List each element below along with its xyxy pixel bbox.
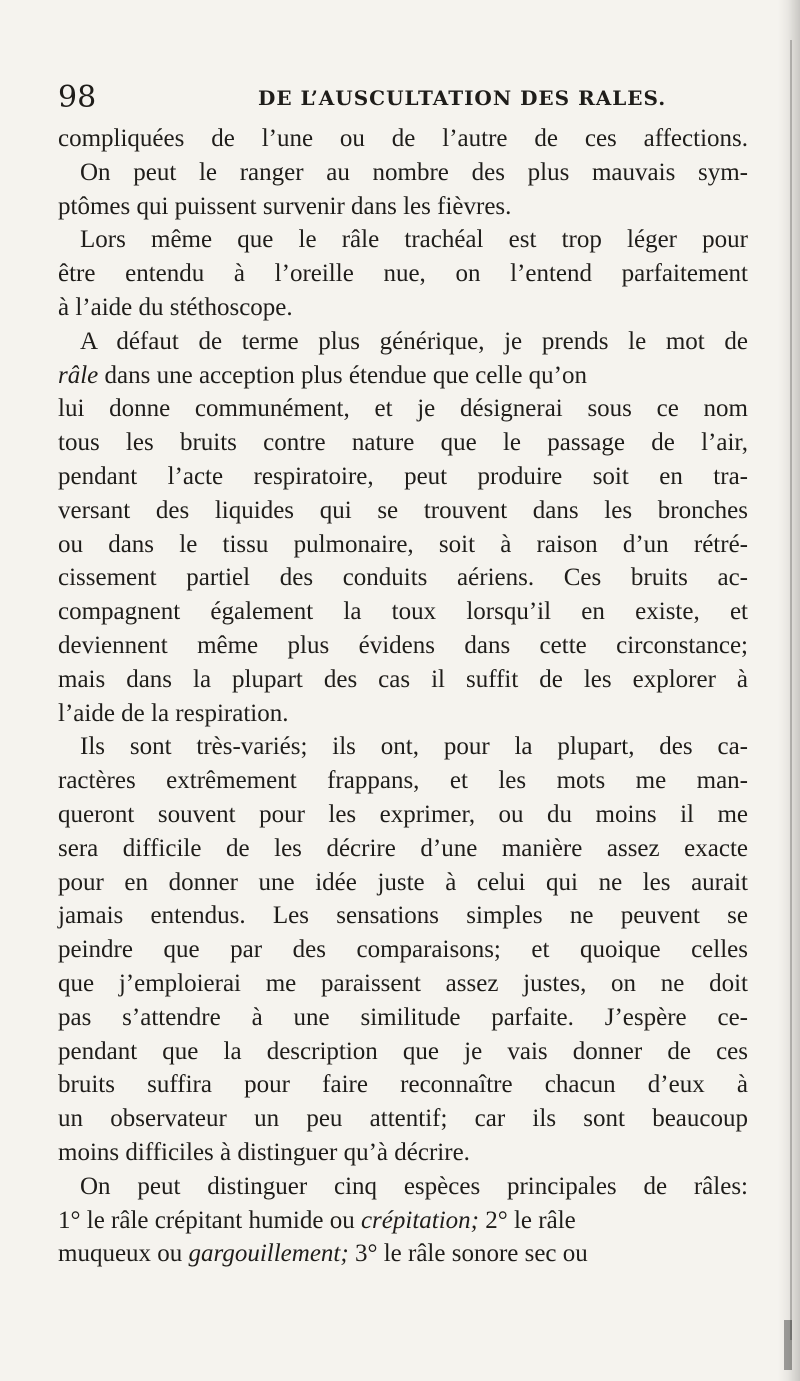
ordinal-2: 2° <box>485 1206 508 1234</box>
page-number: 98 <box>58 80 97 115</box>
text-line: pas s’attendre à une similitude parfaite. J’espère ce- <box>58 1003 748 1031</box>
text-line: ptômes qui puissent survenir dans les fièvres. <box>58 192 512 220</box>
page-edge-shadow <box>778 0 800 1381</box>
text-line: ractères extrêmement frappans, et les mots me man- <box>58 767 748 795</box>
ordinal-1: 1° <box>58 1206 81 1234</box>
body-text <box>58 122 748 1271</box>
text-line: pendant l’acte respiratoire, peut produire soit en tra- <box>58 462 748 490</box>
text-line: pour en donner une idée juste à celui qui ne les aurait <box>58 868 748 896</box>
text-line: moins difficiles à distinguer qu’à décrire. <box>58 1138 470 1166</box>
text-line: bruits suffira pour faire reconnaître chacun d’eux à <box>58 1071 748 1099</box>
text-line <box>58 1237 748 1271</box>
text-line: ou dans le tissu pulmonaire, soit à raison d’un rétré- <box>58 530 748 558</box>
text-line: lui donne communément, et je désignerai sous ce nom <box>58 395 748 423</box>
text-segment: muqueux ou <box>58 1240 183 1268</box>
running-head: DE L’AUSCULTATION DES RALES. <box>258 86 667 110</box>
text-line: Lors même que le râle trachéal est trop léger pour <box>80 226 748 254</box>
text-line: deviennent même plus évidens dans cette circonstance; <box>58 631 748 659</box>
text-line: à l’aide du stéthoscope. <box>58 293 293 321</box>
text-line: compagnent également la toux lorsqu’il en existe, et <box>58 598 748 626</box>
text-line: cissement partiel des conduits aériens. Ces bruits ac- <box>58 564 748 592</box>
text-line: A défaut de terme plus générique, je prends le mot de <box>80 327 748 355</box>
text-line: versant des liquides qui se trouvent dans les bronches <box>58 496 748 524</box>
text-segment: le râle sonore sec ou <box>383 1240 588 1268</box>
italic-term-gargouillement: gargouillement; <box>188 1240 349 1268</box>
text-line: On peut le ranger au nombre des plus mauvais sym- <box>80 158 748 186</box>
italic-term-crepitation: crépitation; <box>360 1206 479 1234</box>
text-line: tous les bruits contre nature que le passage de l’air, <box>58 429 748 457</box>
page-header <box>58 80 738 116</box>
text-line: jamais entendus. Les sensations simples ne peuvent se <box>58 902 748 930</box>
page-edge-mark <box>784 1320 792 1370</box>
text-segment: dans une acception plus étendue que celle qu’on <box>104 361 587 389</box>
text-line: être entendu à l’oreille nue, on l’entend parfaitement <box>58 260 748 288</box>
text-line: pendant que la description que je vais donner de ces <box>58 1037 748 1065</box>
italic-term-rale: râle <box>58 361 99 389</box>
text-line <box>58 359 748 393</box>
text-segment: le râle crépitant humide ou <box>86 1206 355 1234</box>
text-line: mais dans la plupart des cas il suffit de les explorer à <box>58 665 748 693</box>
text-segment: le râle <box>513 1206 576 1234</box>
page-edge-rule <box>790 40 792 1340</box>
text-line: Ils sont très-variés; ils ont, pour la plupart, des ca- <box>80 733 748 761</box>
text-line: que j’emploierai me paraissent assez justes, on ne doit <box>58 969 748 997</box>
text-line: queront souvent pour les exprimer, ou du moins il me <box>58 800 748 828</box>
text-line: On peut distinguer cinq espèces principales de râles: <box>80 1172 748 1200</box>
ordinal-3: 3° <box>354 1240 378 1268</box>
text-line <box>58 1204 748 1238</box>
text-line: sera difficile de les décrire d’une manière assez exacte <box>58 834 748 862</box>
text-line: un observateur un peu attentif; car ils sont beaucoup <box>58 1105 748 1133</box>
text-line: l’aide de la respiration. <box>58 699 289 727</box>
text-line: compliquées de l’une ou de l’autre de ces affections. <box>58 125 748 152</box>
text-line: peindre que par des comparaisons; et quoique celles <box>58 936 748 964</box>
